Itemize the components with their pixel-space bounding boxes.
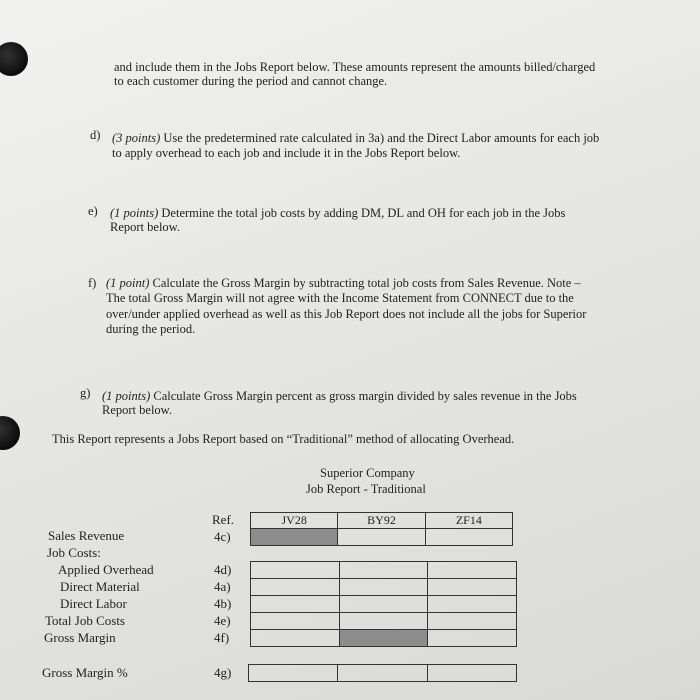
row-label-sales-revenue: Sales Revenue xyxy=(48,528,125,543)
item-e-line2: Report below. xyxy=(110,220,181,234)
column-header-zf14: ZF14 xyxy=(425,513,512,529)
item-f-line2: The total Gross Margin will not agree with the Income Statement from CONNECT due to the xyxy=(106,291,574,305)
ref-direct-labor: 4b) xyxy=(214,596,232,611)
row-label-direct-labor: Direct Labor xyxy=(60,596,127,611)
report-table-costs xyxy=(250,561,517,647)
item-e-text: Determine the total job costs by adding DM, DL and OH for each job in the Jobs xyxy=(161,206,566,220)
cell-sales-revenue-zf14[interactable] xyxy=(425,529,512,546)
table-row-direct-labor xyxy=(251,596,517,613)
item-d-points: (3 points) xyxy=(112,131,161,145)
item-d-line1 xyxy=(112,131,599,145)
item-f-letter: f) xyxy=(88,276,97,290)
ref-gross-margin-pct: 4g) xyxy=(214,665,232,680)
top-paragraph-line2: to each customer during the period and cannot change. xyxy=(114,74,388,88)
column-header-jv28: JV28 xyxy=(251,513,338,529)
column-header-by92: BY92 xyxy=(338,513,425,529)
ref-header: Ref. xyxy=(212,512,235,527)
item-f-text: Calculate the Gross Margin by subtracting total job costs from Sales Revenue. Note – xyxy=(152,276,581,290)
cell-direct-material-zf14[interactable] xyxy=(428,579,517,596)
table-row-gross-margin xyxy=(251,630,517,647)
report-table-gm-pct xyxy=(248,664,517,682)
item-g-line1 xyxy=(102,389,577,403)
cell-total-job-costs-by92[interactable] xyxy=(339,613,428,630)
ref-gross-margin: 4f) xyxy=(214,630,230,645)
report-table-top xyxy=(250,512,513,546)
item-g-text: Calculate Gross Margin percent as gross margin divided by sales revenue in the Jobs xyxy=(153,389,577,403)
cell-gross-margin-by92 xyxy=(339,630,428,647)
ref-applied-overhead: 4d) xyxy=(214,562,232,577)
row-label-gross-margin-pct: Gross Margin % xyxy=(42,665,128,680)
cell-total-job-costs-jv28[interactable] xyxy=(251,613,340,630)
row-label-direct-material: Direct Material xyxy=(60,579,140,594)
row-label-gross-margin: Gross Margin xyxy=(44,630,116,645)
item-e-letter: e) xyxy=(88,204,98,218)
table-row-direct-material xyxy=(251,579,517,596)
cell-direct-material-jv28[interactable] xyxy=(251,579,340,596)
cell-direct-material-by92[interactable] xyxy=(339,579,428,596)
report-company: Superior Company xyxy=(320,466,415,480)
item-g-letter: g) xyxy=(80,386,91,400)
punch-hole-middle xyxy=(0,416,20,450)
punch-hole-top xyxy=(0,42,28,76)
cell-direct-labor-jv28[interactable] xyxy=(251,596,340,613)
item-f-line1 xyxy=(106,276,581,290)
cell-direct-labor-by92[interactable] xyxy=(339,596,428,613)
table-row-gross-margin-pct xyxy=(249,665,517,682)
item-f-points: (1 point) xyxy=(106,276,150,290)
cell-gross-margin-jv28[interactable] xyxy=(251,630,340,647)
ref-direct-material: 4a) xyxy=(214,579,231,594)
row-label-applied-overhead: Applied Overhead xyxy=(58,562,154,577)
cell-applied-overhead-by92[interactable] xyxy=(339,562,428,579)
cell-sales-revenue-jv28 xyxy=(251,529,338,546)
column-header-row xyxy=(251,513,513,529)
row-label-job-costs: Job Costs: xyxy=(47,545,101,560)
item-f-line4: during the period. xyxy=(106,322,196,336)
top-paragraph-line1: and include them in the Jobs Report below. These amounts represent the amounts billed/charged xyxy=(114,60,596,74)
table-row-sales-revenue xyxy=(251,529,513,546)
item-d-letter: d) xyxy=(90,128,101,142)
item-e-line1 xyxy=(110,206,565,220)
item-e-points: (1 points) xyxy=(110,206,159,220)
table-row-total-job-costs xyxy=(251,613,517,630)
cell-gross-margin-zf14[interactable] xyxy=(428,630,517,647)
cell-sales-revenue-by92[interactable] xyxy=(338,529,425,546)
cell-direct-labor-zf14[interactable] xyxy=(428,596,517,613)
cell-applied-overhead-jv28[interactable] xyxy=(251,562,340,579)
item-f-line3: over/under applied overhead as well as this Job Report does not include all the jobs for Superior xyxy=(106,307,587,321)
cell-gross-margin-pct-by92[interactable] xyxy=(338,665,427,682)
report-subtitle: Job Report - Traditional xyxy=(306,482,426,496)
item-g-line2: Report below. xyxy=(102,403,173,417)
cell-gross-margin-pct-zf14[interactable] xyxy=(427,665,516,682)
cell-total-job-costs-zf14[interactable] xyxy=(428,613,517,630)
cell-gross-margin-pct-jv28[interactable] xyxy=(249,665,338,682)
ref-total-job-costs: 4e) xyxy=(214,613,231,628)
report-intro: This Report represents a Jobs Report based on “Traditional” method of allocating Overhead. xyxy=(52,432,515,446)
item-g-points: (1 points) xyxy=(102,389,151,403)
ref-sales-revenue: 4c) xyxy=(214,529,231,544)
item-d-text: Use the predetermined rate calculated in 3a) and the Direct Labor amounts for each job xyxy=(163,131,600,145)
table-row-applied-overhead xyxy=(251,562,517,579)
item-d-line2: to apply overhead to each job and include it in the Jobs Report below. xyxy=(112,146,461,160)
row-label-total-job-costs: Total Job Costs xyxy=(45,613,125,628)
cell-applied-overhead-zf14[interactable] xyxy=(428,562,517,579)
